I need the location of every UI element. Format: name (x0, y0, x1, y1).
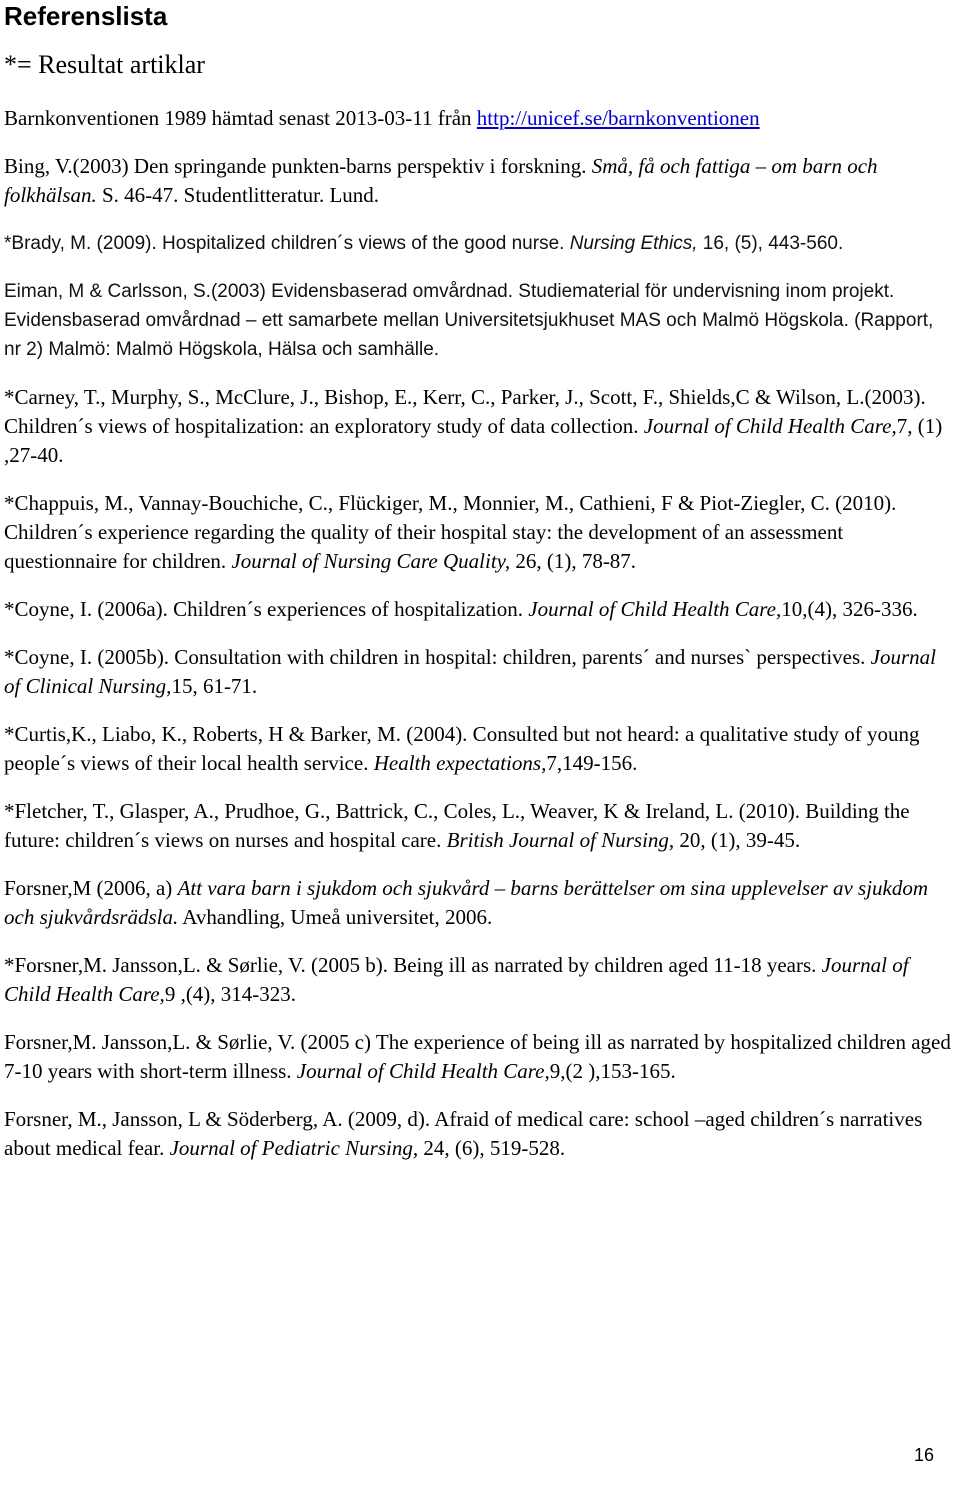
legend-note: *= Resultat artiklar (4, 50, 205, 79)
reference-entry: Forsner,M. Jansson,L. & Sørlie, V. (2005 c) The experience of being ill as narrated by hospitalized children aged 7-10 years with short-term illness. Journal of Child Health Care,9,(2 ),153-165. (4, 1030, 951, 1083)
page-number: 16 (913, 1445, 934, 1465)
reference-entry: *Fletcher, T., Glasper, A., Prudhoe, G., Battrick, C., Coles, L., Weaver, K & Ireland, L. (2010). Building the future: children´s views on nurses and hospital care. British Journal of Nursing, 20, (1), 39-45. (4, 799, 910, 852)
reference-entry: Forsner, M., Jansson, L & Söderberg, A. (2009, d). Afraid of medical care: school –aged children´s narratives about medical fear. Journal of Pediatric Nursing, 24, (6), 519-528. (4, 1107, 923, 1160)
reference-entry: *Carney, T., Murphy, S., McClure, J., Bishop, E., Kerr, C., Parker, J., Scott, F., Shields,C & Wilson, L.(2003). Children´s views of hospitalization: an exploratory study of data collection. Journal of Child Health Care,7, (1) ,27-40. (4, 385, 943, 467)
reference-entry: *Coyne, I. (2005b). Consultation with children in hospital: children, parents´ and nurses` perspectives. Journal of Clinical Nursing,15, 61-71. (4, 645, 936, 698)
reference-entry: Bing, V.(2003) Den springande punkten-barns perspektiv i forskning. Små, få och fattiga – om barn och folkhälsan. S. 46-47. Studentlitteratur. Lund. (4, 154, 878, 207)
reference-page (4, 0, 954, 1182)
reference-entry: *Coyne, I. (2006a). Children´s experiences of hospitalization. Journal of Child Health Care,10,(4), 326-336. (4, 597, 918, 621)
reference-entry: *Forsner,M. Jansson,L. & Sørlie, V. (2005 b). Being ill as narrated by children aged 11-18 years. Journal of Child Health Care,9 ,(4), 314-323. (4, 953, 909, 1006)
reference-entry: Barnkonventionen 1989 hämtad senast 2013-03-11 från http://unicef.se/barnkonventionen (4, 106, 760, 130)
reference-link[interactable]: http://unicef.se/barnkonventionen (476, 106, 760, 130)
reference-entry: *Curtis,K., Liabo, K., Roberts, H & Barker, M. (2004). Consulted but not heard: a qualitative study of young people´s views of their local health service. Health expectations,7,149-156. (4, 722, 920, 775)
reference-entry: *Brady, M. (2009). Hospitalized children´s views of the good nurse. Nursing Ethics, 16, (5), 443-560. (4, 233, 844, 254)
page-title: Referenslista (4, 1, 168, 31)
reference-entry: *Chappuis, M., Vannay-Bouchiche, C., Flückiger, M., Monnier, M., Cathieni, F & Piot-Ziegler, C. (2010). Children´s experience regarding the quality of their hospital stay: the development of an assessment questionnaire for children. Journal of Nursing Care Quality, 26, (1), 78-87. (4, 491, 897, 573)
reference-entry: Eiman, M & Carlsson, S.(2003) Evidensbaserad omvårdnad. Studiematerial för undervisning inom projekt. Evidensbaserad omvårdnad – ett samarbete mellan Universitetsjukhuset MAS och Malmö Högskola. (Rapport, nr 2) Malmö: Malmö Högskola, Hälsa och samhälle. (4, 281, 934, 360)
reference-entry: Forsner,M (2006, a) Att vara barn i sjukdom och sjukvård – barns berättelser om sina upplevelser av sjukdom och sjukvårdsrädsla. Avhandling, Umeå universitet, 2006. (4, 876, 929, 929)
